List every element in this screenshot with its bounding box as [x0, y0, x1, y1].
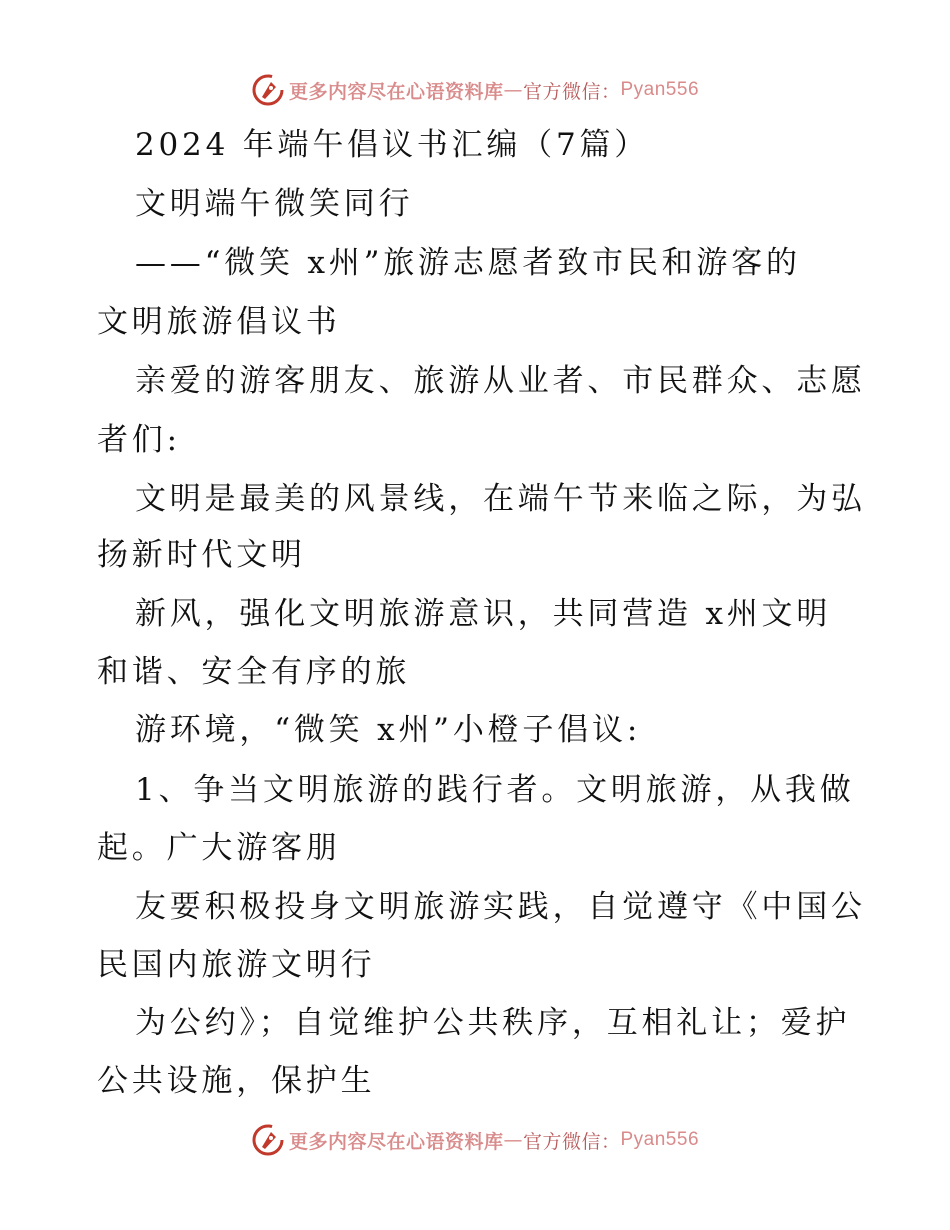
text-line: 1、争当文明旅游的践行者。文明旅游，从我做: [135, 772, 855, 808]
text-line: 公共设施，保护生: [97, 1063, 376, 1099]
text-line: 亲爱的游客朋友、旅游从业者、市民群众、志愿: [135, 363, 866, 399]
watermark-brand: 更多内容尽在心语资料库: [288, 1130, 504, 1153]
text-line: ——“微笑 x州”旅游志愿者致市民和游客的: [135, 245, 801, 281]
watermark-separator: —: [503, 79, 523, 101]
text-line: 文明旅游倡议书: [97, 304, 341, 340]
document-title: 2024 年端午倡议书汇编（7篇）: [135, 127, 650, 163]
document-subtitle: 文明端午微笑同行: [135, 186, 414, 222]
text-line: 者们:: [97, 422, 181, 458]
text-line: 友要积极投身文明旅游实践，自觉遵守《中国公: [135, 889, 866, 925]
text-line: 文明是最美的风景线，在端午节来临之际，为弘: [135, 481, 866, 517]
text-line: 民国内旅游文明行: [97, 947, 376, 983]
text-line: 和谐、安全有序的旅: [97, 654, 411, 690]
text-line: 为公约》；自觉维护公共秩序，互相礼让；爱护: [135, 1005, 851, 1041]
watermark-banner-bottom: [0, 1120, 950, 1160]
watermark-handle: Pyan556: [620, 79, 700, 100]
text-line: 扬新时代文明: [97, 537, 306, 573]
watermark-label: 官方微信：: [522, 1130, 621, 1153]
watermark-label: 官方微信：: [522, 80, 621, 103]
text-line: 新风，强化文明旅游意识，共同营造 x州文明: [135, 596, 832, 632]
text-line: 起。广大游客朋: [97, 830, 341, 866]
watermark-handle: Pyan556: [620, 1129, 700, 1150]
pen-nib-logo-icon: [251, 1123, 285, 1157]
text-line: 游环境，“微笑 x州”小橙子倡议:: [135, 712, 642, 748]
watermark-brand: 更多内容尽在心语资料库: [288, 80, 504, 103]
watermark-separator: —: [503, 1129, 523, 1151]
